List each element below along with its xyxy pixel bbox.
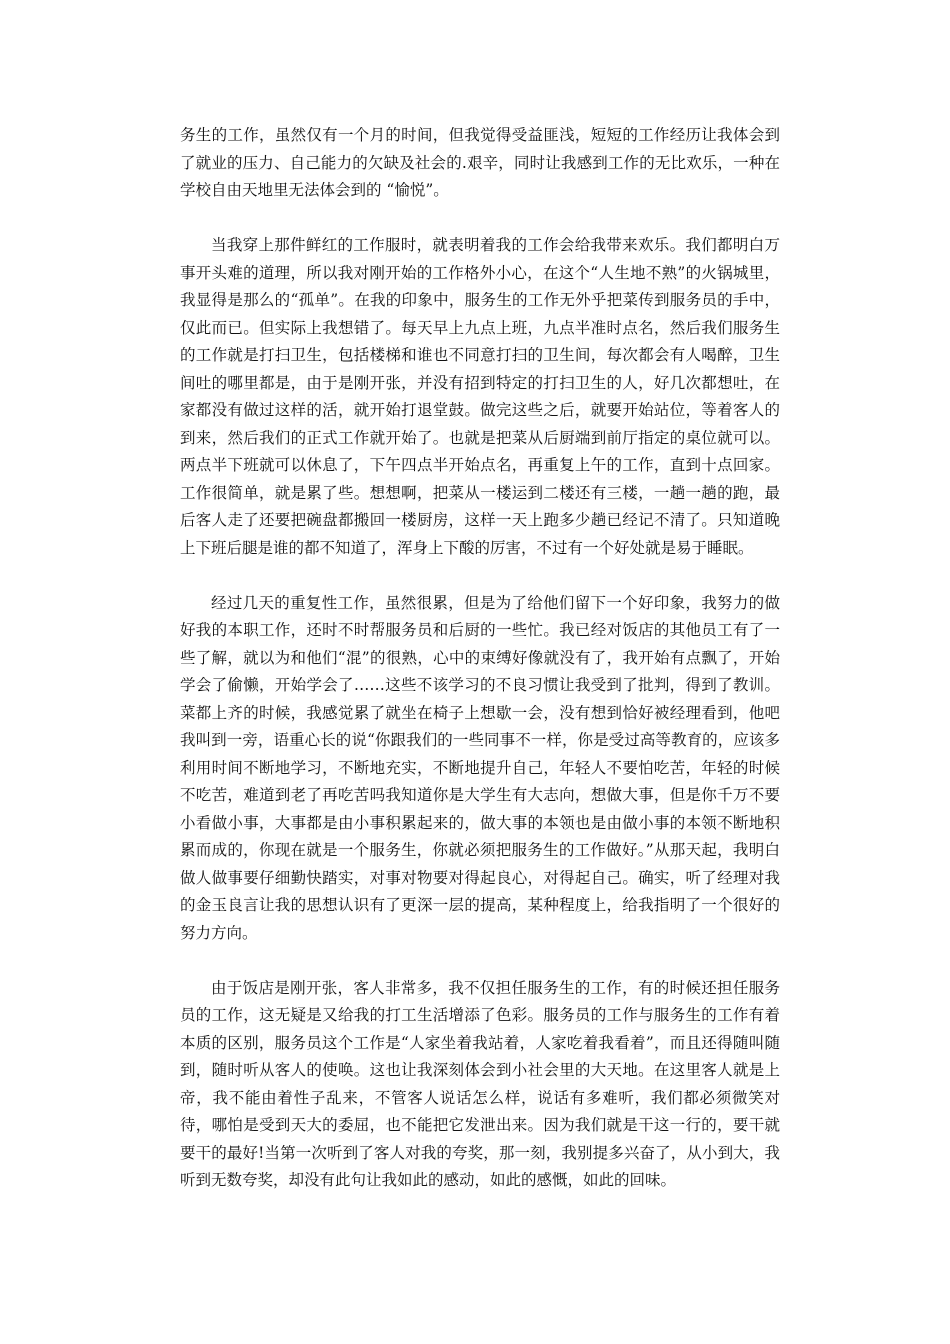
paragraph-1: 务生的工作，虽然仅有一个月的时间，但我觉得受益匪浅，短短的工作经历让我体会到了就业的压力、自己能力的欠缺及社会的.艰辛，同时让我感到工作的无比欢乐，一种在学校自由天地里无法体会到的 “愉悦”。: [180, 126, 780, 199]
paragraph-4: 由于饭店是刚开张，客人非常多，我不仅担任服务生的工作，有的时候还担任服务员的工作，这无疑是又给我的打工生活增添了色彩。服务员的工作与服务生的工作有着本质的区别，服务员这个工作是“人家坐着我站着，人家吃着我看着”，而且还得随叫随到，随时听从客人的使唤。这也让我深刻体会到小社会里的大天地。在这里客人就是上帝，我不能由着性子乱来，不管客人说话怎么样，说话有多难听，我们都必须微笑对待，哪怕是受到天大的委屈，也不能把它发泄出来。因为我们就是干这一行的，要干就要干的最好!当第一次听到了客人对我的夸奖，那一刻，我别提多兴奋了，从小到大，我听到无数夸奖，却没有此句让我如此的感动，如此的感慨，如此的回味。: [180, 978, 780, 1189]
paragraph-2: 当我穿上那件鲜红的工作服时，就表明着我的工作会给我带来欢乐。我们都明白万事开头难的道理，所以我对刚开始的工作格外小心，在这个“人生地不熟”的火锅城里，我显得是那么的“孤单”。在我的印象中，服务生的工作无外乎把菜传到服务员的手中，仅此而已。但实际上我想错了。每天早上九点上班，九点半准时点名，然后我们服务生的工作就是打扫卫生，包括楼梯和谁也不同意打扫的卫生间，每次都会有人喝醉，卫生间吐的哪里都是，由于是刚开张，并没有招到特定的打扫卫生的人，好几次都想吐，在家都没有做过这样的活，就开始打退堂鼓。做完这些之后，就要开始站位，等着客人的到来，然后我们的正式工作就开始了。也就是把菜从后厨端到前厅指定的桌位就可以。两点半下班就可以休息了，下午四点半开始点名，再重复上午的工作，直到十点回家。工作很简单，就是累了些。想想啊，把菜从一楼运到二楼还有三楼，一趟一趟的跑，最后客人走了还要把碗盘都搬回一楼厨房，这样一天上跑多少趟已经记不清了。只知道晚上下班后腿是谁的都不知道了，浑身上下酸的厉害，不过有一个好处就是易于睡眠。: [180, 236, 780, 557]
paragraph-3: 经过几天的重复性工作，虽然很累，但是为了给他们留下一个好印象，我努力的做好我的本职工作，还时不时帮服务员和后厨的一些忙。我已经对饭店的其他员工有了一些了解，就以为和他们“混”的很熟，心中的束缚好像就没有了，我开始有点飘了，开始学会了偷懒，开始学会了……这些不该学习的不良习惯让我受到了批判，得到了教训。菜都上齐的时候，我感觉累了就坐在椅子上想歇一会，没有想到恰好被经理看到，他吧我叫到一旁，语重心长的说“你跟我们的一些同事不一样，你是受过高等教育的，应该多利用时间不断地学习，不断地充实，不断地提升自己，年轻人不要怕吃苦，年轻的时候不吃苦，难道到老了再吃苦吗我知道你是大学生有大志向，想做大事，但是你千万不要小看做小事，大事都是由小事积累起来的，做大事的本领也是由做小事的本领不断地积累而成的，你现在就是一个服务生，你就必须把服务生的工作做好。”从那天起，我明白做人做事要仔细勤快踏实，对事对物要对得起良心，对得起自己。确实，听了经理对我的金玉良言让我的思想认识有了更深一层的提高，某种程度上，给我指明了一个很好的努力方向。: [180, 593, 780, 942]
document-body: [180, 122, 780, 1222]
